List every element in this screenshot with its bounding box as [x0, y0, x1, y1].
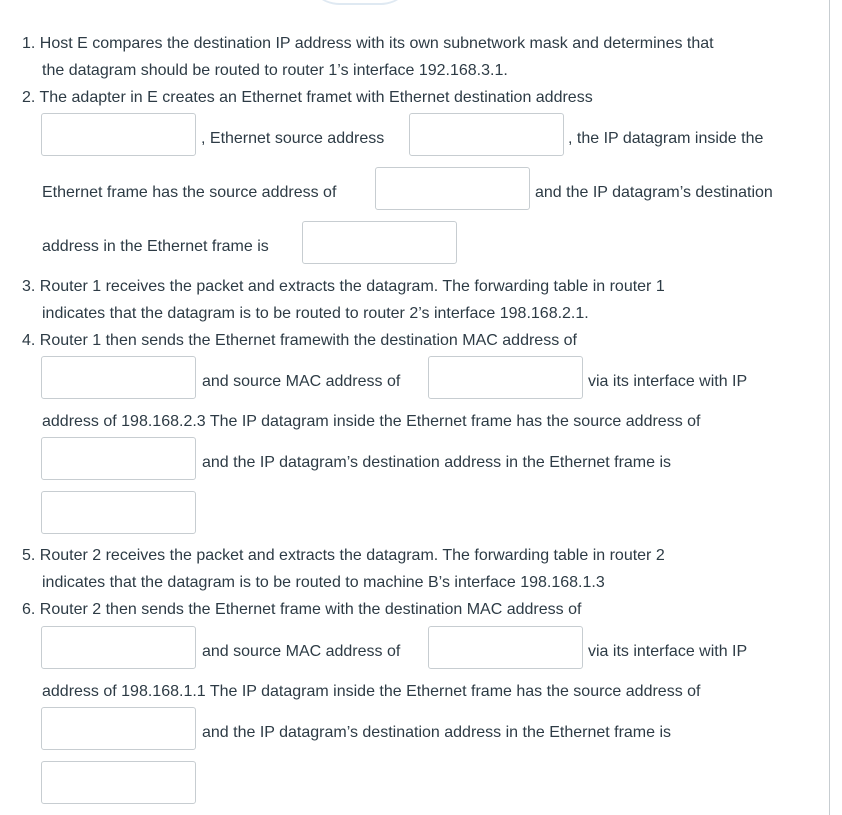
- item6-line3: address of 198.168.1.1 The IP datagram inside the Ethernet frame has the source address of: [42, 683, 701, 700]
- q4-mac-destination-input[interactable]: [41, 356, 196, 399]
- item4-line1: 4. Router 1 then sends the Ethernet framewith the destination MAC address of: [22, 332, 577, 349]
- item6-after-box2: via its interface with IP: [588, 643, 748, 660]
- q6-ip-source-input[interactable]: [41, 707, 196, 750]
- item4-after-box2: via its interface with IP: [588, 373, 748, 390]
- item4-after-box3: and the IP datagram’s destination address in the Ethernet frame is: [202, 454, 672, 471]
- q6-ip-destination-input[interactable]: [41, 761, 196, 804]
- item2-line1: 2. The adapter in E creates an Ethernet framet with Ethernet destination address: [22, 89, 593, 106]
- q6-mac-source-input[interactable]: [428, 626, 583, 669]
- item4-after-box1: and source MAC address of: [202, 373, 401, 390]
- content-border: [829, 0, 830, 815]
- q2-ip-source-input[interactable]: [375, 167, 530, 210]
- item1-line1: 1. Host E compares the destination IP address with its own subnetwork mask and determines that: [22, 35, 714, 52]
- item3-line1: 3. Router 1 receives the packet and extracts the datagram. The forwarding table in router 1: [22, 278, 665, 295]
- item4-line3: address of 198.168.2.3 The IP datagram inside the Ethernet frame has the source address of: [42, 413, 701, 430]
- item2-after-box3: and the IP datagram’s destination: [535, 184, 773, 201]
- q2-ethernet-destination-input[interactable]: [41, 113, 196, 156]
- item2-after-box1: , Ethernet source address: [201, 130, 385, 147]
- q2-ip-destination-input[interactable]: [302, 221, 457, 264]
- q4-ip-destination-input[interactable]: [41, 491, 196, 534]
- q4-mac-source-input[interactable]: [428, 356, 583, 399]
- item3-line2: indicates that the datagram is to be routed to router 2’s interface 198.168.2.1.: [42, 305, 589, 322]
- item5-line2: indicates that the datagram is to be routed to machine B’s interface 198.168.1.3: [42, 574, 605, 591]
- item6-after-box3: and the IP datagram’s destination address in the Ethernet frame is: [202, 724, 672, 741]
- item6-line1: 6. Router 2 then sends the Ethernet frame with the destination MAC address of: [22, 601, 582, 618]
- item2-before-box4: address in the Ethernet frame is: [42, 238, 269, 255]
- item5-line1: 5. Router 2 receives the packet and extracts the datagram. The forwarding table in router 2: [22, 547, 665, 564]
- item2-after-box2: , the IP datagram inside the: [568, 130, 764, 147]
- item6-after-box1: and source MAC address of: [202, 643, 401, 660]
- q2-ethernet-source-input[interactable]: [409, 113, 564, 156]
- item2-before-box3: Ethernet frame has the source address of: [42, 184, 337, 201]
- q4-ip-source-input[interactable]: [41, 437, 196, 480]
- item1-line2: the datagram should be routed to router 1’s interface 192.168.3.1.: [42, 62, 508, 79]
- q6-mac-destination-input[interactable]: [41, 626, 196, 669]
- top-decoration: [305, 0, 415, 5]
